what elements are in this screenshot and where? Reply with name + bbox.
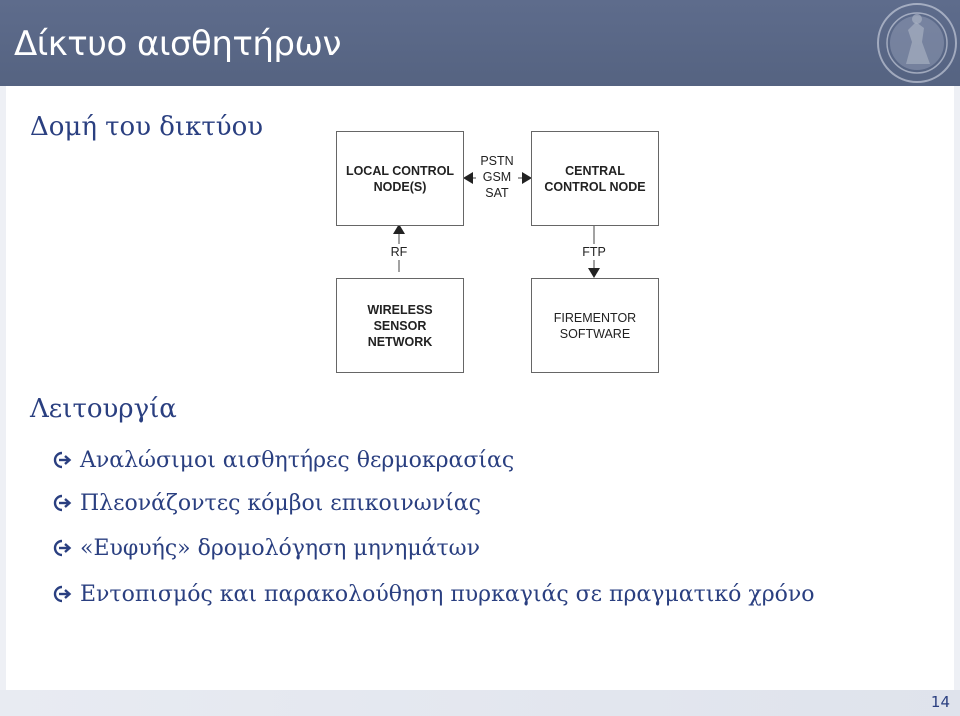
section-heading-function: Λειτουργία — [30, 394, 177, 424]
header-bar — [0, 0, 960, 86]
local-control-node-box — [336, 131, 464, 226]
university-seal-icon — [876, 2, 958, 84]
firementor-software-label: FIREMENTOR SOFTWARE — [553, 310, 637, 341]
circled-arrow-icon — [50, 583, 72, 605]
bullet-item — [50, 487, 481, 519]
link-label-pstn-gsm-sat: PSTN GSM SAT — [476, 153, 518, 201]
bullet-item — [50, 444, 514, 476]
firementor-software-box — [531, 278, 659, 373]
local-control-node-label: LOCAL CONTROL NODE(S) — [345, 163, 455, 194]
arrowhead-down — [588, 268, 600, 278]
circled-arrow-icon — [50, 492, 72, 514]
page-number: 14 — [930, 693, 950, 711]
slide-frame-right — [954, 86, 960, 716]
section-heading-structure: Δομή του δικτύου — [30, 112, 264, 142]
network-diagram — [330, 126, 664, 376]
link-label-ftp: FTP — [578, 244, 610, 260]
slide-frame-left — [0, 86, 6, 716]
wireless-sensor-network-label: WIRELESS SENSOR NETWORK — [367, 302, 433, 349]
wireless-sensor-network-box — [336, 278, 464, 373]
slide-title: Δίκτυο αισθητήρων — [14, 24, 341, 64]
bullet-item — [50, 578, 815, 610]
central-control-node-label: CENTRAL CONTROL NODE — [544, 163, 646, 194]
bullet-text: Πλεονάζοντες κόμβοι επικοινωνίας — [80, 490, 481, 516]
circled-arrow-icon — [50, 449, 72, 471]
link-label-rf: RF — [384, 244, 414, 260]
footer-bar — [0, 690, 960, 716]
bullet-text: Εντοπισμός και παρακολούθηση πυρκαγιάς σε πραγματικό χρόνο — [80, 581, 815, 607]
central-control-node-box — [531, 131, 659, 226]
arrowhead-left — [463, 172, 473, 184]
bullet-text: «Ευφυής» δρομολόγηση μηνημάτων — [80, 535, 480, 561]
bullet-item — [50, 532, 480, 564]
circled-arrow-icon — [50, 537, 72, 559]
bullet-text: Αναλώσιμοι αισθητήρες θερμοκρασίας — [80, 447, 515, 473]
